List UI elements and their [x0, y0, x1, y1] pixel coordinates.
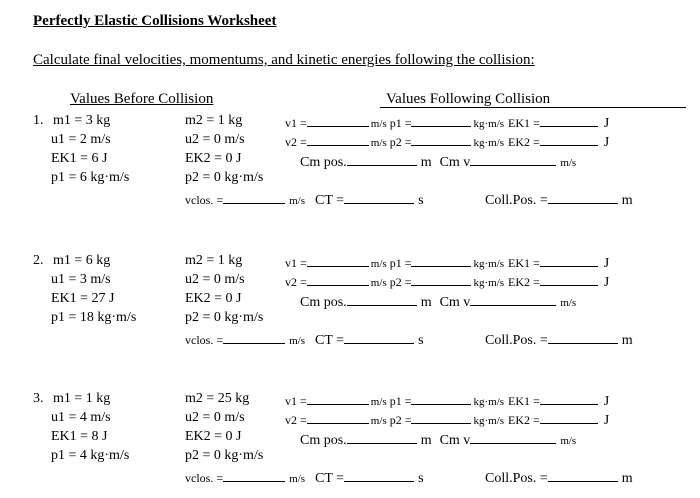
p2-input[interactable] — [411, 411, 471, 424]
ek1-unit: J — [603, 256, 610, 271]
given-u2: u2 = 0 m/s — [185, 272, 245, 287]
given-u1: u1 = 4 m/s — [51, 410, 111, 425]
v1-label: v1 = — [285, 256, 307, 270]
p2-unit: kg·m/s — [473, 277, 505, 289]
cm-pos-input[interactable] — [347, 431, 417, 444]
coll-pos-unit: m — [621, 333, 633, 348]
ct-input[interactable] — [344, 469, 414, 482]
given-p1: p1 = 6 kg·m/s — [51, 170, 130, 185]
p1-label: p1 = — [389, 256, 412, 270]
given-p1: p1 = 18 kg·m/s — [51, 310, 137, 325]
cm-v-unit: m/s — [560, 435, 577, 447]
v2-label: v2 = — [285, 413, 307, 427]
cm-pos-unit: m — [420, 433, 432, 448]
v2-input[interactable] — [307, 133, 369, 146]
v1-input[interactable] — [307, 392, 369, 405]
cm-v-unit: m/s — [560, 297, 577, 309]
vclos-label: vclos. = — [185, 471, 224, 485]
ct-unit: s — [418, 193, 424, 208]
ek2-unit: J — [603, 275, 610, 290]
cm-v-input[interactable] — [470, 293, 556, 306]
cm-pos-input[interactable] — [347, 153, 417, 166]
v2-input[interactable] — [307, 273, 369, 286]
cm-v-label: Cm v — [439, 295, 471, 310]
cm-pos-unit: m — [420, 295, 432, 310]
coll-pos-label: Coll.Pos. = — [485, 471, 548, 486]
vclos-row — [185, 331, 424, 349]
cm-pos-label: Cm pos. — [300, 295, 347, 310]
given-m1: m1 = 1 kg — [53, 391, 111, 406]
given-ek1: EK1 = 27 J — [51, 291, 115, 306]
cm-v-label: Cm v — [439, 433, 471, 448]
ct-input[interactable] — [344, 331, 414, 344]
given-ek1: EK1 = 6 J — [51, 151, 108, 166]
ek1-unit: J — [603, 394, 610, 409]
instructions: Calculate final velocities, momentums, and kinetic energies following the collision: — [33, 52, 535, 68]
p1-unit: kg·m/s — [473, 258, 505, 270]
v1-input[interactable] — [307, 254, 369, 267]
cm-pos-input[interactable] — [347, 293, 417, 306]
cm-pos-label: Cm pos. — [300, 433, 347, 448]
p2-label: p2 = — [389, 413, 412, 427]
given-p1: p1 = 4 kg·m/s — [51, 448, 130, 463]
p1-unit: kg·m/s — [473, 118, 505, 130]
p2-unit: kg·m/s — [473, 415, 505, 427]
v1-unit: m/s — [370, 396, 387, 408]
given-ek1: EK1 = 8 J — [51, 429, 108, 444]
ct-label: CT = — [315, 193, 345, 208]
ct-input[interactable] — [344, 191, 414, 204]
given-m1: m1 = 6 kg — [53, 253, 111, 268]
v2-row — [285, 411, 609, 429]
vclos-input[interactable] — [223, 331, 285, 344]
p2-label: p2 = — [389, 275, 412, 289]
v1-row — [285, 114, 609, 132]
vclos-row — [185, 469, 424, 487]
p1-unit: kg·m/s — [473, 396, 505, 408]
coll-pos-input[interactable] — [548, 331, 618, 344]
cm-pos-label: Cm pos. — [300, 155, 347, 170]
ek2-input[interactable] — [540, 273, 598, 286]
given-p2: p2 = 0 kg·m/s — [185, 448, 264, 463]
given-u1: u1 = 2 m/s — [51, 132, 111, 147]
cm-pos-unit: m — [420, 155, 432, 170]
given-m2: m2 = 25 kg — [185, 391, 250, 406]
vclos-input[interactable] — [223, 191, 285, 204]
p1-input[interactable] — [411, 254, 471, 267]
vclos-input[interactable] — [223, 469, 285, 482]
coll-pos-row — [485, 469, 633, 487]
coll-pos-label: Coll.Pos. = — [485, 333, 548, 348]
cm-v-input[interactable] — [470, 431, 556, 444]
cm-row — [300, 293, 576, 311]
header-before: Values Before Collision — [70, 91, 214, 107]
v2-input[interactable] — [307, 411, 369, 424]
ek1-label: EK1 = — [508, 394, 540, 408]
v2-row — [285, 273, 609, 291]
v2-row — [285, 133, 609, 151]
v1-row — [285, 392, 609, 410]
p2-label: p2 = — [389, 135, 412, 149]
coll-pos-input[interactable] — [548, 191, 618, 204]
coll-pos-input[interactable] — [548, 469, 618, 482]
ek2-input[interactable] — [540, 411, 598, 424]
ek1-input[interactable] — [540, 254, 598, 267]
given-ek2: EK2 = 0 J — [185, 151, 242, 166]
ct-label: CT = — [315, 471, 345, 486]
ek2-unit: J — [603, 413, 610, 428]
coll-pos-label: Coll.Pos. = — [485, 193, 548, 208]
vclos-unit: m/s — [289, 195, 306, 207]
v2-label: v2 = — [285, 135, 307, 149]
header-after-rule — [380, 107, 686, 108]
ek2-label: EK2 = — [508, 135, 540, 149]
ct-unit: s — [418, 471, 424, 486]
p1-label: p1 = — [389, 116, 412, 130]
v1-row — [285, 254, 609, 272]
p2-input[interactable] — [411, 273, 471, 286]
ek1-label: EK1 = — [508, 256, 540, 270]
cm-row — [300, 153, 576, 171]
vclos-row — [185, 191, 424, 209]
coll-pos-unit: m — [621, 471, 633, 486]
ek2-label: EK2 = — [508, 413, 540, 427]
v2-unit: m/s — [370, 277, 387, 289]
given-m1: m1 = 3 kg — [53, 113, 111, 128]
v1-unit: m/s — [370, 258, 387, 270]
v2-unit: m/s — [370, 137, 387, 149]
ek1-input[interactable] — [540, 114, 598, 127]
ct-unit: s — [418, 333, 424, 348]
problem-number: 1. — [33, 113, 44, 128]
vclos-label: vclos. = — [185, 193, 224, 207]
ek2-input[interactable] — [540, 133, 598, 146]
coll-pos-row — [485, 191, 633, 209]
v1-input[interactable] — [307, 114, 369, 127]
header-after: Values Following Collision — [386, 91, 551, 107]
problem-number: 2. — [33, 253, 44, 268]
ek1-input[interactable] — [540, 392, 598, 405]
given-p2: p2 = 0 kg·m/s — [185, 310, 264, 325]
v1-label: v1 = — [285, 116, 307, 130]
given-p2: p2 = 0 kg·m/s — [185, 170, 264, 185]
vclos-label: vclos. = — [185, 333, 224, 347]
given-m2: m2 = 1 kg — [185, 113, 243, 128]
vclos-unit: m/s — [289, 473, 306, 485]
problem-number: 3. — [33, 391, 44, 406]
given-u2: u2 = 0 m/s — [185, 410, 245, 425]
v2-unit: m/s — [370, 415, 387, 427]
given-ek2: EK2 = 0 J — [185, 429, 242, 444]
given-ek2: EK2 = 0 J — [185, 291, 242, 306]
ct-label: CT = — [315, 333, 345, 348]
coll-pos-row — [485, 331, 633, 349]
vclos-unit: m/s — [289, 335, 306, 347]
ek2-unit: J — [603, 135, 610, 150]
worksheet-title: Perfectly Elastic Collisions Worksheet — [33, 13, 277, 29]
v2-label: v2 = — [285, 275, 307, 289]
ek1-unit: J — [603, 116, 610, 131]
ek1-label: EK1 = — [508, 116, 540, 130]
cm-v-label: Cm v — [439, 155, 471, 170]
p2-unit: kg·m/s — [473, 137, 505, 149]
coll-pos-unit: m — [621, 193, 633, 208]
p1-label: p1 = — [389, 394, 412, 408]
ek2-label: EK2 = — [508, 275, 540, 289]
p1-input[interactable] — [411, 392, 471, 405]
given-u1: u1 = 3 m/s — [51, 272, 111, 287]
cm-v-input[interactable] — [470, 153, 556, 166]
cm-row — [300, 431, 576, 449]
cm-v-unit: m/s — [560, 157, 577, 169]
given-m2: m2 = 1 kg — [185, 253, 243, 268]
given-u2: u2 = 0 m/s — [185, 132, 245, 147]
p1-input[interactable] — [411, 114, 471, 127]
v1-label: v1 = — [285, 394, 307, 408]
v1-unit: m/s — [370, 118, 387, 130]
p2-input[interactable] — [411, 133, 471, 146]
